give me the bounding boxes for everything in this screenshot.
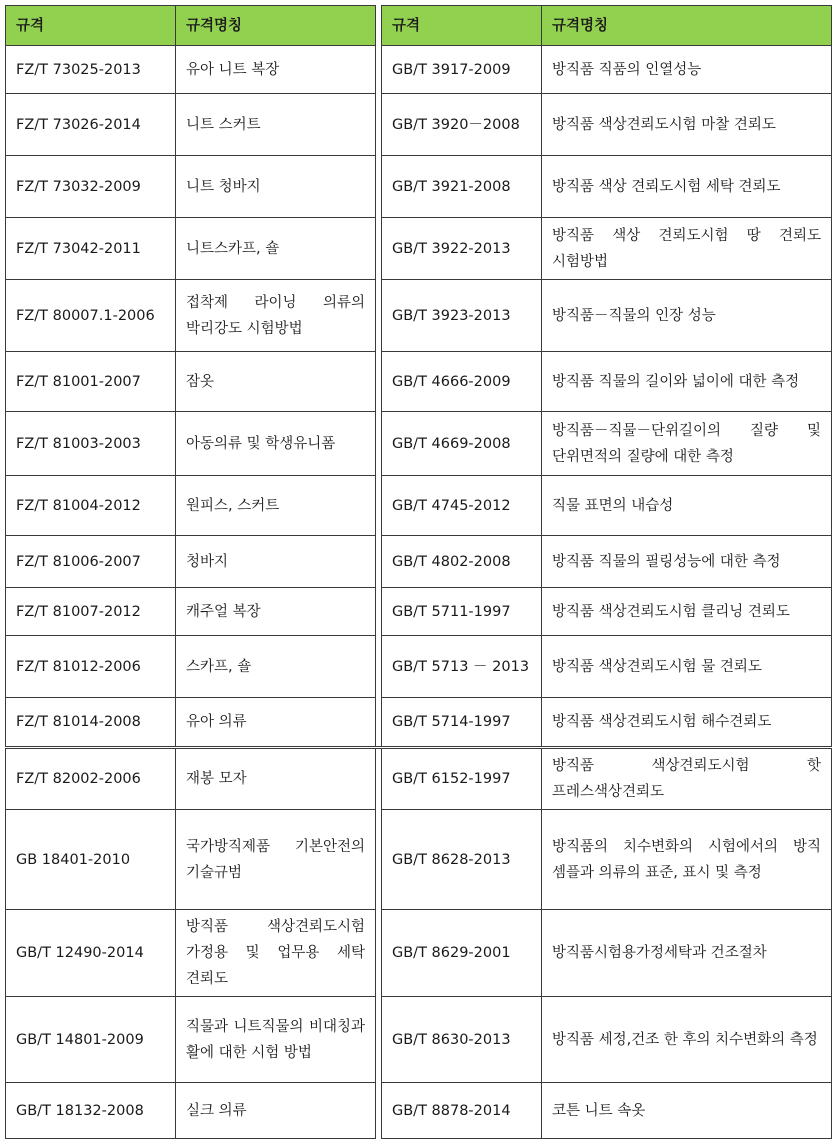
right-name-cell: 방직품 색상견뢰도시험 클리닝 견뢰도 bbox=[542, 588, 832, 636]
right-code-cell: GB/T 8630-2013 bbox=[382, 997, 542, 1083]
right-name-cell: 방직품－직물의 인장 성능 bbox=[542, 280, 832, 352]
table-row bbox=[6, 476, 832, 536]
table-row bbox=[6, 1083, 832, 1139]
table-row bbox=[6, 810, 832, 910]
right-code-cell: GB/T 4745-2012 bbox=[382, 476, 542, 536]
right-name-cell: 방직품 색상 견뢰도시험 세탁 견뢰도 bbox=[542, 156, 832, 218]
right-code-cell: GB/T 4666-2009 bbox=[382, 352, 542, 412]
table-row bbox=[6, 748, 832, 810]
right-code-cell: GB/T 3923-2013 bbox=[382, 280, 542, 352]
left-name-cell: 니트스카프, 숄 bbox=[176, 218, 376, 280]
standards-table bbox=[5, 5, 832, 1139]
left-name-cell: 유아 의류 bbox=[176, 698, 376, 748]
right-name-cell: 방직품 색상견뢰도시험 마찰 견뢰도 bbox=[542, 94, 832, 156]
right-name-cell: 방직품 직품의 인열성능 bbox=[542, 46, 832, 94]
right-name-cell: 방직품－직물－단위길이의 질량 및 단위면적의 질량에 대한 측정 bbox=[542, 412, 832, 476]
table-row bbox=[6, 997, 832, 1083]
right-name-cell: 방직품시험용가정세탁과 건조절차 bbox=[542, 910, 832, 997]
right-name-cell: 방직품 색상 견뢰도시험 땅 견뢰도 시험방법 bbox=[542, 218, 832, 280]
right-name-cell: 방직품 직물의 길이와 넓이에 대한 측정 bbox=[542, 352, 832, 412]
right-code-cell: GB/T 3917-2009 bbox=[382, 46, 542, 94]
left-code-cell: GB/T 18132-2008 bbox=[6, 1083, 176, 1139]
left-code-cell: FZ/T 81012-2006 bbox=[6, 636, 176, 698]
header-right-name: 규격명칭 bbox=[542, 6, 832, 46]
left-name-cell: 원피스, 스커트 bbox=[176, 476, 376, 536]
right-code-cell: GB/T 3922-2013 bbox=[382, 218, 542, 280]
table-row bbox=[6, 280, 832, 352]
left-code-cell: GB/T 14801-2009 bbox=[6, 997, 176, 1083]
left-name-cell: 방직품 색상견뢰도시험 가정용 및 업무용 세탁 견뢰도 bbox=[176, 910, 376, 997]
right-code-cell: GB/T 5711-1997 bbox=[382, 588, 542, 636]
header-left-code: 규격 bbox=[6, 6, 176, 46]
right-name-cell: 방직품 색상견뢰도시험 핫 프레스색상견뢰도 bbox=[542, 748, 832, 810]
table-row bbox=[6, 412, 832, 476]
left-code-cell: FZ/T 81001-2007 bbox=[6, 352, 176, 412]
left-name-cell: 실크 의류 bbox=[176, 1083, 376, 1139]
left-code-cell: FZ/T 73032-2009 bbox=[6, 156, 176, 218]
right-code-cell: GB/T 8878-2014 bbox=[382, 1083, 542, 1139]
left-name-cell: 니트 스커트 bbox=[176, 94, 376, 156]
header-row bbox=[6, 6, 832, 46]
left-code-cell: GB/T 12490-2014 bbox=[6, 910, 176, 997]
left-name-cell: 니트 청바지 bbox=[176, 156, 376, 218]
right-name-cell: 방직품 색상견뢰도시험 해수견뢰도 bbox=[542, 698, 832, 748]
left-name-cell: 재봉 모자 bbox=[176, 748, 376, 810]
right-name-cell: 직물 표면의 내습성 bbox=[542, 476, 832, 536]
table-row bbox=[6, 536, 832, 588]
right-code-cell: GB/T 3920－2008 bbox=[382, 94, 542, 156]
left-code-cell: GB 18401-2010 bbox=[6, 810, 176, 910]
right-name-cell: 방직품 색상견뢰도시험 물 견뢰도 bbox=[542, 636, 832, 698]
left-name-cell: 잠옷 bbox=[176, 352, 376, 412]
table-row bbox=[6, 218, 832, 280]
right-code-cell: GB/T 3921-2008 bbox=[382, 156, 542, 218]
left-code-cell: FZ/T 81003-2003 bbox=[6, 412, 176, 476]
table-row bbox=[6, 588, 832, 636]
right-name-cell: 코튼 니트 속옷 bbox=[542, 1083, 832, 1139]
header-right-code: 규격 bbox=[382, 6, 542, 46]
left-name-cell: 청바지 bbox=[176, 536, 376, 588]
right-code-cell: GB/T 5713 － 2013 bbox=[382, 636, 542, 698]
table-row bbox=[6, 352, 832, 412]
table-row bbox=[6, 94, 832, 156]
left-code-cell: FZ/T 80007.1-2006 bbox=[6, 280, 176, 352]
right-name-cell: 방직품의 치수변화의 시험에서의 방직 셈플과 의류의 표준, 표시 및 측정 bbox=[542, 810, 832, 910]
right-code-cell: GB/T 8629-2001 bbox=[382, 910, 542, 997]
left-name-cell: 스카프, 숄 bbox=[176, 636, 376, 698]
table-row bbox=[6, 636, 832, 698]
left-code-cell: FZ/T 73025-2013 bbox=[6, 46, 176, 94]
left-name-cell: 국가방직제품 기본안전의 기술규범 bbox=[176, 810, 376, 910]
right-code-cell: GB/T 8628-2013 bbox=[382, 810, 542, 910]
table-body bbox=[6, 46, 832, 1139]
left-name-cell: 유아 니트 복장 bbox=[176, 46, 376, 94]
left-code-cell: FZ/T 73042-2011 bbox=[6, 218, 176, 280]
left-name-cell: 아동의류 및 학생유니폼 bbox=[176, 412, 376, 476]
right-name-cell: 방직품 세정,건조 한 후의 치수변화의 측정 bbox=[542, 997, 832, 1083]
table-row bbox=[6, 46, 832, 94]
left-name-cell: 캐주얼 복장 bbox=[176, 588, 376, 636]
right-code-cell: GB/T 4669-2008 bbox=[382, 412, 542, 476]
left-code-cell: FZ/T 73026-2014 bbox=[6, 94, 176, 156]
left-code-cell: FZ/T 81007-2012 bbox=[6, 588, 176, 636]
left-name-cell: 접착제 라이닝 의류의 박리강도 시험방법 bbox=[176, 280, 376, 352]
left-code-cell: FZ/T 81014-2008 bbox=[6, 698, 176, 748]
right-code-cell: GB/T 4802-2008 bbox=[382, 536, 542, 588]
left-code-cell: FZ/T 81006-2007 bbox=[6, 536, 176, 588]
right-name-cell: 방직품 직물의 필링성능에 대한 측정 bbox=[542, 536, 832, 588]
table-row bbox=[6, 698, 832, 748]
header-left-name: 규격명칭 bbox=[176, 6, 376, 46]
right-code-cell: GB/T 6152-1997 bbox=[382, 748, 542, 810]
left-code-cell: FZ/T 81004-2012 bbox=[6, 476, 176, 536]
table-row bbox=[6, 156, 832, 218]
left-code-cell: FZ/T 82002-2006 bbox=[6, 748, 176, 810]
table-row bbox=[6, 910, 832, 997]
left-name-cell: 직물과 니트직물의 비대칭과 활에 대한 시험 방법 bbox=[176, 997, 376, 1083]
right-code-cell: GB/T 5714-1997 bbox=[382, 698, 542, 748]
